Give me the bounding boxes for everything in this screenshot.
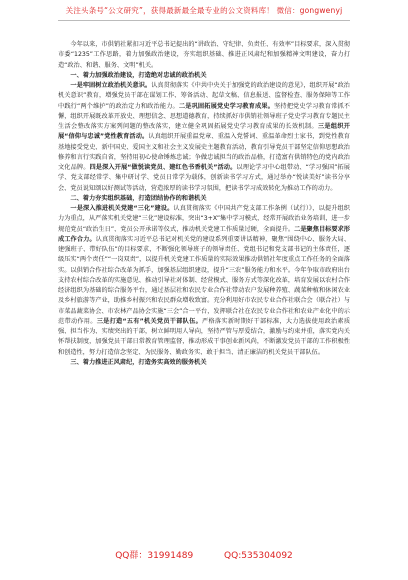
header-divider [58, 20, 350, 21]
paragraph-text: 认真贯彻落实习近平总书记对机关党的建设系列重要讲话精神，聚焦“围绕中心、服务大局、建强班子、带好队伍”的目标要求，不断强化领导班子的领导责任、党组书记和党支部书记的主体责任，逐级压实“两个责任”“一岗双责”，以提升机关党建工作质量的实际效果推动供销社年度重点工作任务的全面落实。以供销合作社综合改革为抓手，加强基层组织建设，提升“三农”服务能力和水平。今年争取市政府出台支持农村综合改革的实施意见、推动引导社对体制、经营模式、服务方式等深化改革，培育发展以农村合作经济组织为基础的综合服务平台，通过基层社和农民专业合作社带动农户发展种养殖、蔬菜种植和休闲农业及乡村旅游等产业，助推乡村振兴和农民群众增收致富。充分利用好市农民专业合作社联合会（联合社）与市菜品蔬菜协会、市农林产品协会实施“三会”合一平台，发挥联合社在农民专业合作社和农业产业化中的示范带动作用。 [58, 235, 351, 325]
paragraph-lead: 四是深入开展“做悦读党员、建红色书香机关”活动。 [89, 164, 237, 171]
footer [0, 548, 408, 561]
paragraph-lead: 二是巩固拓展党史学习教育成果。 [178, 102, 275, 110]
paragraph-lead: 一是深入推进机关党建“三化”建设。 [70, 205, 174, 212]
section-heading-1: 一、着力加强政治建设，打造绝对忠诚的政治机关 [70, 71, 207, 79]
paragraph-lead: 三是组织开展“信仰与忠诚”党性教育活动。 [58, 123, 350, 141]
section-heading-3: 三、着力推进正风肃纪，打造务实高效的服务机关 [70, 358, 207, 366]
footer-qq-group: QQ群：31991489 [115, 551, 194, 561]
paragraph-lead: 二是聚焦目标要求形成工作合力。 [58, 225, 350, 243]
paragraph-text: 以理论学习中心组带动、“学习强国”拓展学、党支部经常学、集中研讨学、党员日常学为载体，创新读书学习方式，通过举办“悦读美好”读书分享会、党员说知颂以好测试等活动，营造浓厚的读书学习氛围，把读书学习成效转化为推动工作的动力。 [58, 164, 350, 192]
paragraph-text: 严格落实新时期好干部标准，大力选拔使用政治素质强、担当作为、实绩突出的干部，树立鲜明用人导向，坚持严管与厚爱结合，激励与约束并重，落实党内关怀帮扶制度，加强党员干部日常教育管理监督，推动形成干事创业新风尚，不断激发党员干部的工作积极性和创造性，努力打造信念坚定、为民服务、勤政务实、敢于担当、清正廉洁的机关党员干部队伍。 [58, 317, 351, 356]
paragraph-text: 认真贯彻落实《中共中央关于加强党的政治建设的意见》，组织开展“政治机关意识”教育，增强党员干部在谋划工作、筹备活动、起草文稿、信息报送、监督检查、服务保障等工作中践行“两个维护”的政治定力和政治能力。 [58, 82, 350, 110]
intro-paragraph: 今年以来，市供销社紧扣习近平总书记提出的“讲政治、守纪律、负责任、有效率”目标要求，深入贯彻市委“1235”工作思路，着力加强政治建设，夯实组织基础、推进正风肃纪和加强精神文明建设，奋力打造“政治、和谐、服务、文明”机关。 [58, 41, 350, 69]
paragraph-lead: 一是牢固树立政治机关意识。 [70, 82, 152, 89]
section-heading-2: 二、着力夯实组织基础，打造团结协作的和谐机关 [70, 194, 207, 202]
paragraph-1-1 [58, 81, 350, 194]
paragraph-text: 坚持把党史学习教育常抓不懈，组织开展既改革开放史、理想信念、思想道德教育，持续抓好市供销社领导班子党史学习教育专题民主生活会整改落实方案列问题的整改落实，建立健全巩固拓展党史学习教育成果的长效机制。 [58, 102, 350, 130]
paragraph-2-1 [58, 204, 350, 358]
paragraph-lead: 三是打造“五有”机关党员干部队伍。 [96, 317, 203, 325]
document-body [58, 40, 350, 368]
paragraph-text: 认真组织开展重温党章、重温入党誓词、重温革命烈士家书，到党性教育基地接受党史、新中国史、爱国主义和社会主义发展史主题教育活动，教育引导党员干部坚定信仰思想政治修养和言行实践自省，坚持用初心使命锤炼忠诚；争做忠诚担当的政治品格，打造富有供销特色的党内政治文化品牌。 [58, 133, 350, 171]
footer-qq: QQ:535304092 [224, 551, 293, 561]
header-banner: 关注头条号“公文研究”，获得最新最全最专业的公文资料库！ 微信：gongwenyj [65, 6, 343, 15]
paragraph-text: 认真贯彻落实《中国共产党支部工作条例（试行）》，以提升组织力为重点，从严落实机关党建“三化”建设标准，突出“3+X”集中学习模式，经常开展政治业务培训，进一步规范党员“政治生日”、党员公开承诺等仪式，推动机关党建工作质量过硬，全面提升。 [58, 205, 350, 233]
